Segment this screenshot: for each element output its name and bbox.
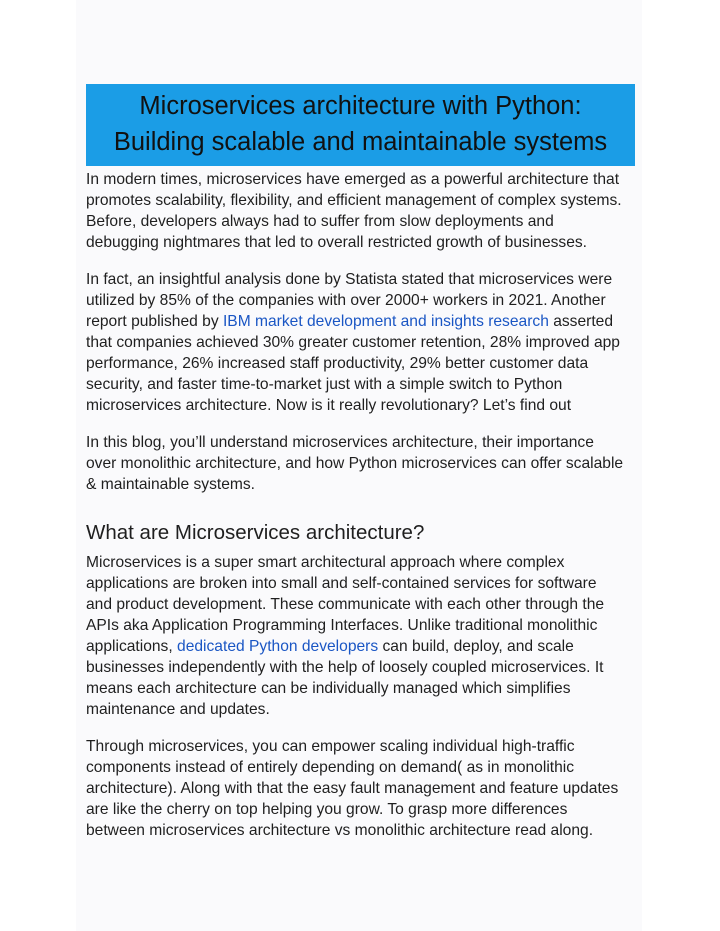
text-line: In fact, an insightful analysis done by Statista stated that microservices were xyxy=(86,271,613,288)
text-line: businesses independently with the help of loosely coupled microservices. It xyxy=(86,659,604,676)
text-line xyxy=(86,311,642,332)
section-heading: What are Microservices architecture? xyxy=(86,521,425,544)
text-line: In this blog, you’ll understand microservices architecture, their importance xyxy=(86,434,594,451)
section-paragraph-1 xyxy=(86,552,642,720)
text-line xyxy=(86,636,642,657)
intro-paragraph-2 xyxy=(86,269,642,416)
intro-paragraph-3 xyxy=(86,432,642,495)
intro-paragraph-1 xyxy=(86,169,642,253)
text-fragment: report published by xyxy=(86,313,223,330)
section-paragraph-2 xyxy=(86,736,642,841)
article-body xyxy=(86,169,642,857)
text-line: promotes scalability, flexibility, and efficient management of complex systems. xyxy=(86,192,622,209)
text-line: microservices architecture. Now is it really revolutionary? Let’s find out xyxy=(86,397,572,414)
text-fragment: can build, deploy, and scale xyxy=(378,638,574,655)
text-line: and product development. These communicate with each other through the xyxy=(86,596,605,613)
text-fragment: applications, xyxy=(86,638,178,655)
text-line: over monolithic architecture, and how Python microservices can offer scalable xyxy=(86,455,624,472)
text-line: Through microservices, you can empower scaling individual high-traffic xyxy=(86,738,575,755)
text-line: Before, developers always had to suffer from slow deployments and xyxy=(86,213,554,230)
text-line: are like the cherry on top helping you grow. To grasp more differences xyxy=(86,801,568,818)
text-line: debugging nightmares that led to overall restricted growth of businesses. xyxy=(86,234,588,251)
text-line: components instead of entirely depending on demand( as in monolithic xyxy=(86,759,575,776)
text-line: maintenance and updates. xyxy=(86,701,270,718)
text-line: security, and faster time-to-market just with a simple switch to Python xyxy=(86,376,563,393)
page-title-line-2: Building scalable and maintainable systems xyxy=(113,128,608,156)
text-line: applications are broken into small and self-contained services for software xyxy=(86,575,597,592)
python-developers-link[interactable]: dedicated Python developers xyxy=(177,638,379,655)
text-line: that companies achieved 30% greater customer retention, 28% improved app xyxy=(86,334,620,351)
text-fragment: asserted xyxy=(548,313,614,330)
text-line: performance, 26% increased staff productivity, 29% better customer data xyxy=(86,355,589,372)
text-line: & maintainable systems. xyxy=(86,476,256,493)
text-line: means each architecture can be individually managed which simplifies xyxy=(86,680,571,697)
text-line: architecture). Along with that the easy fault management and feature updates xyxy=(86,780,619,797)
text-line: In modern times, microservices have emerged as a powerful architecture that xyxy=(86,171,620,188)
text-line: Microservices is a super smart architectural approach where complex xyxy=(86,554,565,571)
title-banner xyxy=(86,84,635,166)
text-line: APIs aka Application Programming Interfaces. Unlike traditional monolithic xyxy=(86,617,598,634)
text-line: between microservices architecture vs monolithic architecture read along. xyxy=(86,822,594,839)
page-title-line-1: Microservices architecture with Python: xyxy=(139,92,582,120)
text-line: utilized by 85% of the companies with over 2000+ workers in 2021. Another xyxy=(86,292,606,309)
ibm-research-link[interactable]: IBM market development and insights research xyxy=(222,313,549,330)
